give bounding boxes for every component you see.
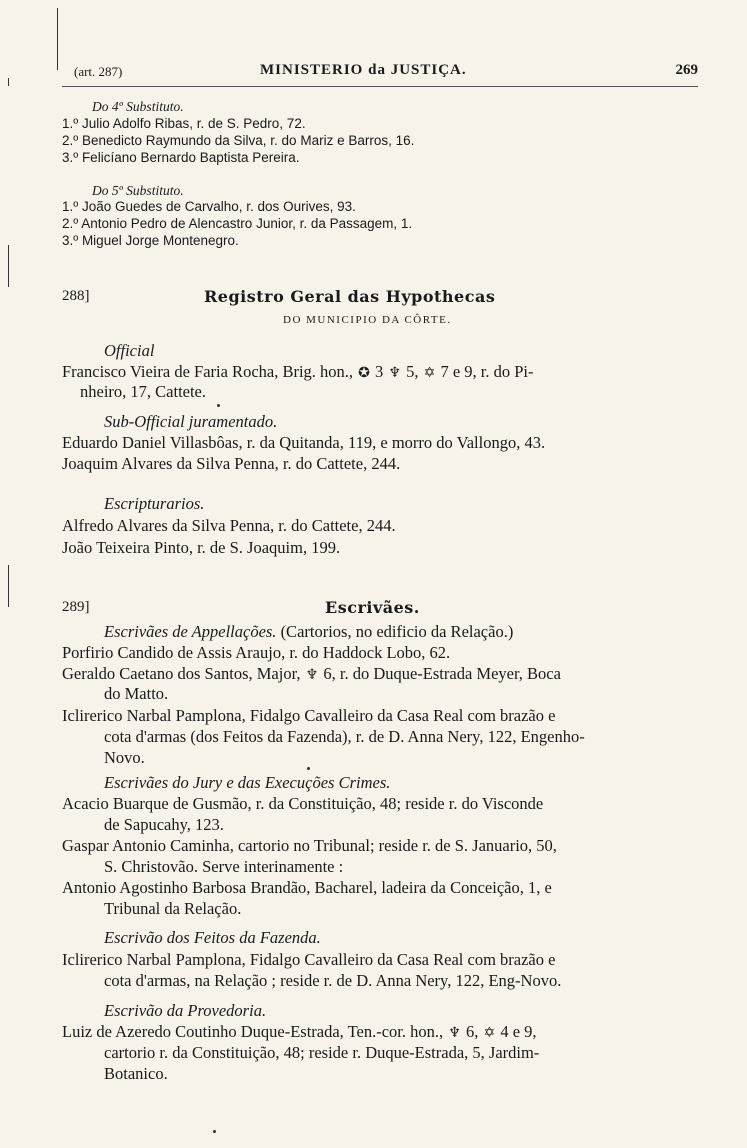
list-item: Iclirerico Narbal Pamplona, Fidalgo Cavalleiro da Casa Real com brazão e: [62, 706, 556, 725]
fifth-substitute-heading: Do 5º Substituto.: [92, 183, 184, 198]
star-icon: ✡: [483, 1026, 496, 1041]
cross-icon: ♆: [388, 366, 401, 381]
ink-dot: [213, 1130, 216, 1133]
official-line: nheiro, 17, Cattete.: [80, 382, 207, 401]
list-item: cota d'armas, na Relação ; reside r. de D. Anna Nery, 122, Eng-Novo.: [104, 971, 562, 990]
list-item: Botanico.: [104, 1064, 168, 1083]
section-title: Registro Geral das Hypothecas: [204, 287, 496, 306]
list-item: cartorio r. da Constituição, 48; reside r. Duque-Estrada, 5, Jardim-: [104, 1043, 540, 1062]
ministry-title: MINISTERIO da JUSTIÇA.: [260, 62, 467, 78]
list-item: Tribunal da Relação.: [104, 899, 242, 918]
entry-number: 6,: [465, 1022, 479, 1041]
list-item: Gaspar Antonio Caminha, cartorio no Tribunal; reside r. de S. Januario, 50,: [62, 836, 557, 855]
margin-mark: [8, 245, 9, 287]
list-item: Eduardo Daniel Villasbôas, r. da Quitanda, 119, e morro do Vallongo, 43.: [62, 433, 546, 452]
margin-rule: [57, 8, 58, 70]
list-item: Joaquim Alvares da Silva Penna, r. do Cattete, 244.: [62, 454, 401, 473]
provedoria-heading: Escrivão da Provedoria.: [104, 1001, 267, 1020]
ink-dot: [307, 767, 310, 770]
entry-number: 4 e 9,: [500, 1022, 537, 1041]
section-subtitle: DO MUNICIPIO DA CÔRTE.: [283, 314, 452, 326]
list-item: 3.º Miguel Jorge Montenegro.: [62, 233, 239, 248]
official-line: [62, 364, 534, 381]
article-ref: (art. 287): [74, 64, 123, 79]
appellacoes-heading-line: [104, 624, 513, 641]
list-item: [62, 666, 561, 683]
official-heading: Official: [104, 341, 155, 360]
list-item: 2.º Benedicto Raymundo da Silva, r. do Mariz e Barros, 16.: [62, 133, 415, 148]
official-number: 5,: [406, 362, 419, 381]
medal-icon: ✪: [358, 366, 370, 381]
official-name: Francisco Vieira de Faria Rocha, Brig. hon.,: [62, 362, 354, 381]
appellacoes-heading: Escrivães de Appellações.: [104, 622, 277, 641]
list-item: 1.º João Guedes de Carvalho, r. dos Ourives, 93.: [62, 199, 356, 214]
list-item: 2.º Antonio Pedro de Alencastro Junior, r. da Passagem, 1.: [62, 216, 413, 231]
list-item: 1.º Julio Adolfo Ribas, r. de S. Pedro, 72.: [62, 116, 306, 131]
list-item: Acacio Buarque de Gusmão, r. da Constituição, 48; reside r. do Visconde: [62, 794, 544, 813]
section-title: Escrivães.: [325, 598, 420, 617]
list-item: Iclirerico Narbal Pamplona, Fidalgo Cavalleiro da Casa Real com brazão e: [62, 950, 556, 969]
sub-official-heading: Sub-Official juramentado.: [104, 412, 278, 431]
section-number: 289]: [62, 599, 90, 615]
margin-mark: [8, 565, 9, 607]
list-item: Alfredo Alvares da Silva Penna, r. do Cattete, 244.: [62, 516, 396, 535]
entry-address: 6, r. do Duque-Estrada Meyer, Boca: [323, 664, 561, 683]
page-header: [62, 58, 698, 87]
list-item: cota d'armas (dos Feitos da Fazenda), r. de D. Anna Nery, 122, Engenho-: [104, 727, 585, 746]
official-number: 3: [375, 362, 384, 381]
list-item: Antonio Agostinho Barbosa Brandão, Bacharel, ladeira da Conceição, 1, e: [62, 878, 552, 897]
margin-mark: [8, 78, 9, 86]
jury-heading: Escrivães do Jury e das Execuções Crimes.: [104, 773, 391, 792]
fazenda-heading: Escrivão dos Feitos da Fazenda.: [104, 928, 321, 947]
list-item: Porfirio Candido de Assis Araujo, r. do Haddock Lobo, 62.: [62, 643, 451, 662]
list-item: João Teixeira Pinto, r. de S. Joaquim, 199.: [62, 538, 341, 557]
fourth-substitute-heading: Do 4º Substituto.: [92, 99, 184, 114]
list-item: 3.º Felicíano Bernardo Baptista Pereira.: [62, 150, 300, 165]
escripturarios-heading: Escripturarios.: [104, 494, 205, 513]
entry-name: Geraldo Caetano dos Santos, Major,: [62, 664, 301, 683]
list-item: do Matto.: [104, 684, 169, 703]
list-item: Novo.: [104, 748, 145, 767]
cross-icon: ♆: [305, 668, 319, 683]
page-number: 269: [675, 62, 698, 78]
cross-icon: ♆: [448, 1026, 461, 1041]
section-number: 288]: [62, 288, 90, 304]
list-item: [62, 1024, 537, 1041]
list-item: S. Christovão. Serve interinamente :: [104, 857, 344, 876]
official-address: r. do Pi-: [480, 362, 534, 381]
appellacoes-note: (Cartorios, no edificio da Relação.): [280, 622, 514, 641]
ink-dot: [217, 404, 220, 407]
entry-name: Luiz de Azeredo Coutinho Duque-Estrada, Ten.-cor. hon.,: [62, 1022, 444, 1041]
star-icon: ✡: [423, 366, 436, 381]
official-number: 7 e 9,: [440, 362, 477, 381]
list-item: de Sapucahy, 123.: [104, 815, 224, 834]
